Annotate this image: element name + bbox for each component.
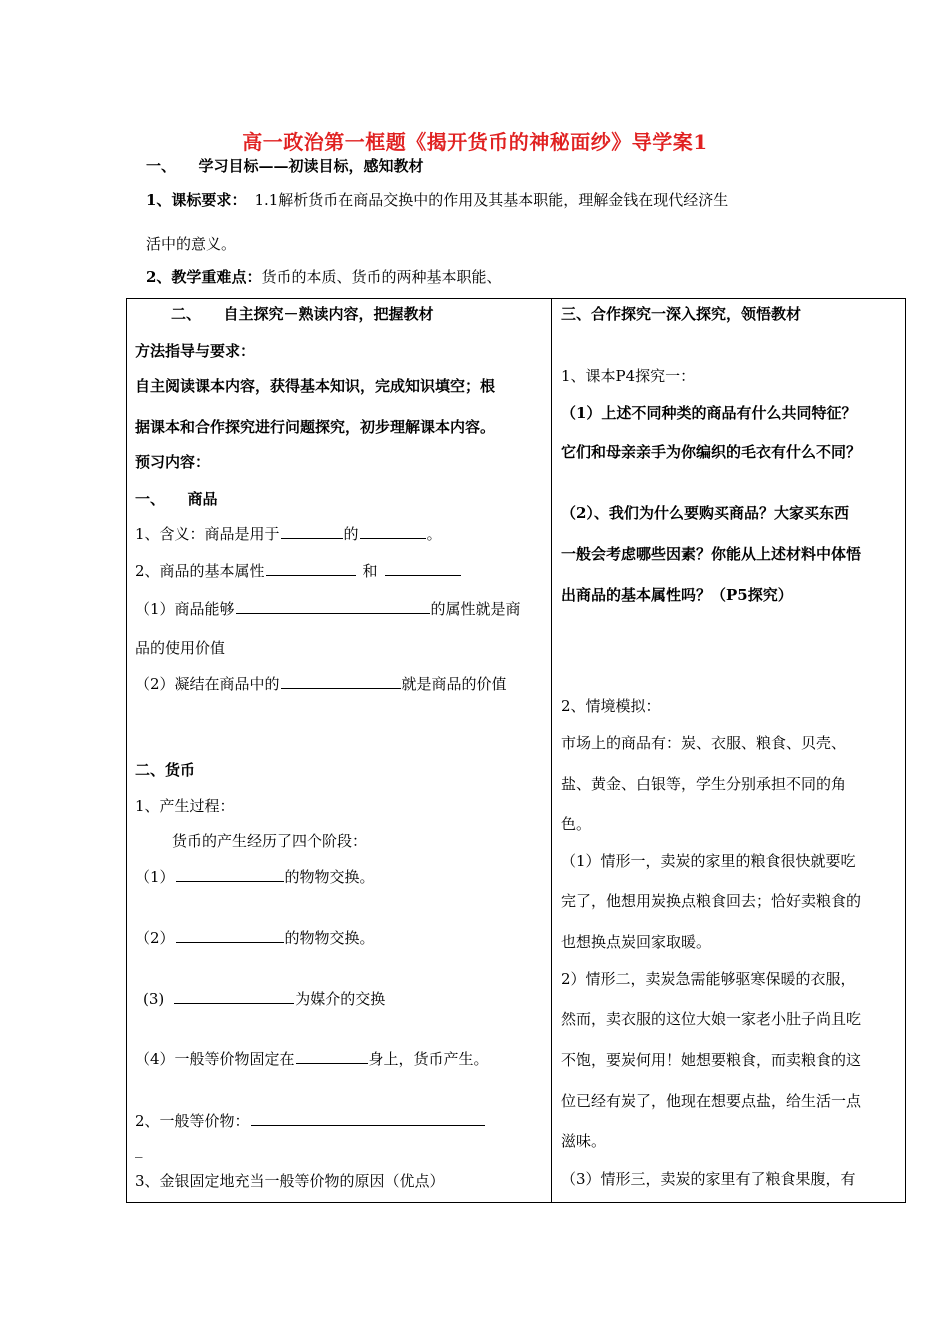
question-2c: 出商品的基本属性吗？（P5探究） <box>561 586 793 604</box>
stage-4-b: 身上，货币产生。 <box>368 1050 489 1068</box>
general-equivalent-tail: _ <box>135 1140 143 1158</box>
case-2-line-1: 2）情形二，卖炭急需能够驱寒保暖的衣服， <box>561 970 856 988</box>
case-2-line-4: 位已经有炭了，他现在想要点盐，给生活一点 <box>561 1092 862 1110</box>
method-line-1: 自主阅读课本内容，获得基本知识，完成知识填空；根 <box>135 377 496 395</box>
stage-2 <box>135 927 375 948</box>
key-points <box>146 266 501 287</box>
goods-attr-a: 2、商品的基本属性 <box>135 562 265 580</box>
case-1-line-3: 也想换点炭回家取暖。 <box>561 933 712 951</box>
key-points-text: 货币的本质、货币的两种基本职能、 <box>261 268 502 286</box>
stage-1 <box>135 866 375 887</box>
goods-attr-b: 和 <box>362 562 378 580</box>
blank-10[interactable] <box>296 1049 368 1064</box>
blank-4[interactable] <box>385 561 461 576</box>
stage-3 <box>143 988 385 1009</box>
blank-6[interactable] <box>281 674 401 689</box>
blank-5[interactable] <box>236 599 430 614</box>
blank-7[interactable] <box>176 867 284 882</box>
question-1a: （1）上述不同种类的商品有什么共同特征？ <box>561 404 857 422</box>
use-value-line <box>135 598 521 619</box>
use-value-cont: 品的使用价值 <box>135 639 226 657</box>
case-3-line-1: （3）情形三，卖炭的家里有了粮食果腹，有 <box>561 1170 856 1188</box>
curriculum-requirement <box>146 189 728 210</box>
blank-2[interactable] <box>360 524 426 539</box>
money-heading: 二、货币 <box>135 761 196 779</box>
section-learning-goals: 一、 学习目标——初读目标，感知教材 <box>146 157 424 175</box>
use-value-b: 的属性就是商 <box>430 600 521 618</box>
left-heading: 二、 自主探究－熟读内容，把握教材 <box>171 305 434 323</box>
general-equivalent <box>135 1110 486 1131</box>
blank-11[interactable] <box>251 1111 485 1126</box>
scenario-label: 2、情境模拟： <box>561 697 661 715</box>
value-a: （2）凝结在商品中的 <box>135 675 280 693</box>
method-line-2: 据课本和合作探究进行问题探究，初步理解课本内容。 <box>135 418 496 436</box>
general-equivalent-label: 2、一般等价物： <box>135 1112 250 1130</box>
method-label: 方法指导与要求： <box>135 342 256 360</box>
stage-2-a: （2） <box>135 929 175 947</box>
money-origin-sub: 货币的产生经历了四个阶段： <box>172 832 368 850</box>
goods-def-c: 。 <box>426 525 442 543</box>
goods-heading: 一、 商品 <box>135 490 218 508</box>
case-1-line-2: 完了，他想用炭换点粮食回去；恰好卖粮食的 <box>561 892 862 910</box>
goods-definition <box>135 523 442 544</box>
stage-2-b: 的物物交换。 <box>284 929 375 947</box>
curriculum-text-cont: 活中的意义。 <box>146 235 237 253</box>
question-2a: （2）、我们为什么要购买商品？大家买东西 <box>561 504 849 522</box>
stage-3-b: 为媒介的交换 <box>295 990 386 1008</box>
money-origin: 1、产生过程： <box>135 797 235 815</box>
scenario-line-2: 盐、黄金、白银等，学生分别承担不同的角 <box>561 775 847 793</box>
stage-3-a: (3) <box>143 990 165 1008</box>
column-divider <box>551 298 552 1203</box>
goods-attributes <box>135 560 462 581</box>
goods-def-b: 的 <box>343 525 359 543</box>
blank-8[interactable] <box>176 928 284 943</box>
value-line <box>135 673 507 694</box>
case-1-line-1: （1）情形一，卖炭的家里的粮食很快就要吃 <box>561 852 856 870</box>
stage-1-a: （1） <box>135 868 175 886</box>
key-points-label: 2、教学重难点： <box>146 268 262 286</box>
use-value-a: （1）商品能够 <box>135 600 235 618</box>
goods-def-a: 1、含义：商品是用于 <box>135 525 280 543</box>
scenario-line-1: 市场上的商品有：炭、衣服、粮食、贝壳、 <box>561 734 847 752</box>
right-heading: 三、合作探究一深入探究，领悟教材 <box>561 305 802 323</box>
curriculum-text: 1.1解析货币在商品交换中的作用及其基本职能，理解金钱在现代经济生 <box>254 191 729 209</box>
inquiry-1-label: 1、课本P4探究一： <box>561 367 696 385</box>
question-1b: 它们和母亲亲手为你编织的毛衣有什么不同？ <box>561 443 862 461</box>
curriculum-label: 1、课标要求： <box>146 191 247 209</box>
question-2b: 一般会考虑哪些因素？你能从上述材料中体悟 <box>561 545 862 563</box>
case-2-line-3: 不饱，要炭何用！她想要粮食，而卖粮食的这 <box>561 1051 862 1069</box>
blank-3[interactable] <box>266 561 356 576</box>
gold-silver-reason: 3、金银固定地充当一般等价物的原因（优点） <box>135 1172 445 1190</box>
scenario-line-3: 色。 <box>561 815 592 833</box>
case-2-line-2: 然而，卖衣服的这位大娘一家老小肚子尚且吃 <box>561 1010 862 1028</box>
stage-1-b: 的物物交换。 <box>284 868 375 886</box>
blank-1[interactable] <box>281 524 343 539</box>
document-title: 高一政治第一框题《揭开货币的神秘面纱》导学案1 <box>242 130 708 154</box>
stage-4-a: （4）一般等价物固定在 <box>135 1050 295 1068</box>
blank-9[interactable] <box>174 989 294 1004</box>
case-2-line-5: 滋味。 <box>561 1132 607 1150</box>
preview-label: 预习内容： <box>135 453 211 471</box>
value-b: 就是商品的价值 <box>401 675 507 693</box>
stage-4 <box>135 1048 489 1069</box>
